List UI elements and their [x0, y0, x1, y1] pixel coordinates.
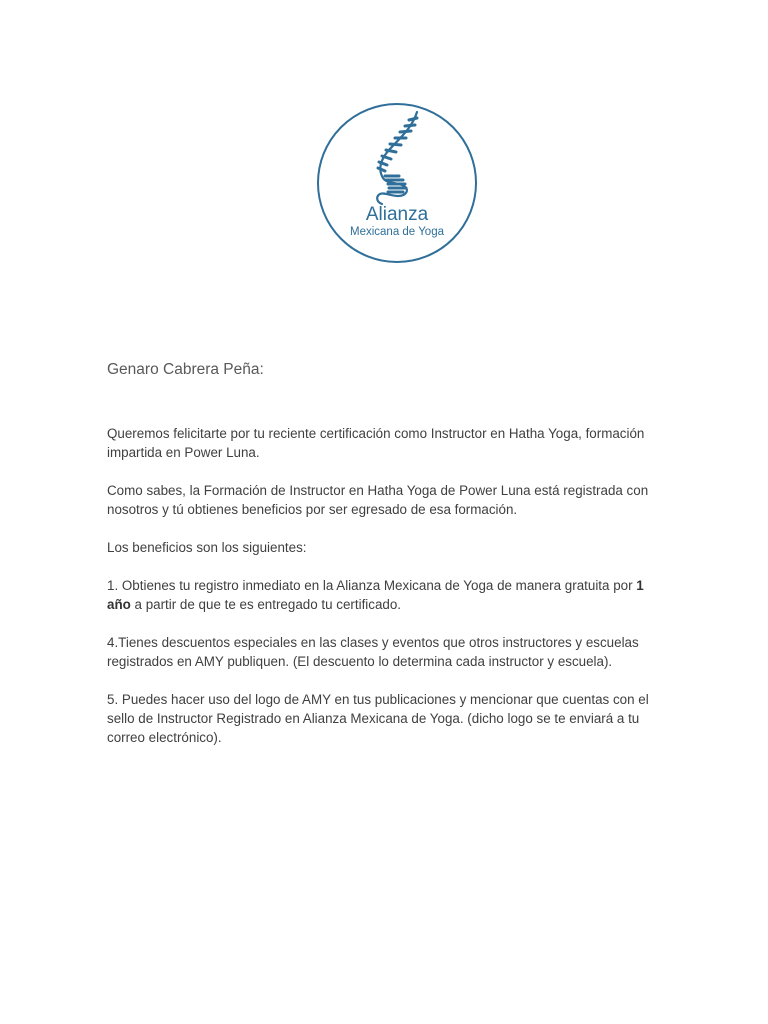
- benefit-1-text: 1. Obtienes tu registro inmediato en la Alianza Mexicana de Yoga de manera gratuita por: [107, 578, 637, 593]
- benefit-5: 5. Puedes hacer uso del logo de AMY en tus publicaciones y mencionar que cuentas con el sello de Instructor Registrado en Alianza Mexicana de Yoga. (dicho logo se te enviará a tu correo electrónico).: [107, 692, 649, 745]
- benefits-intro: Los beneficios son los siguientes:: [107, 540, 307, 555]
- logo-brand-tagline: Mexicana de Yoga: [350, 226, 444, 238]
- logo-brand-name: Alianza: [365, 204, 429, 225]
- greeting: Genaro Cabrera Peña:: [107, 361, 264, 378]
- benefit-1: [107, 576, 667, 614]
- benefit-1-rest: a partir de que te es entregado tu certificado.: [130, 597, 402, 612]
- registration-paragraph: Como sabes, la Formación de Instructor en Hatha Yoga de Power Luna está registrada con nosotros y tú obtienes beneficios por ser egresado de esa formación.: [107, 483, 649, 517]
- congratulations-paragraph: Queremos felicitarte por tu reciente certificación como Instructor en Hatha Yoga, formación impartida en Power Luna.: [107, 426, 645, 460]
- benefit-4: 4.Tienes descuentos especiales en las clases y eventos que otros instructores y escuelas registrados en AMY publiquen. (El descuento lo determina cada instructor y escuela).: [107, 635, 639, 669]
- alianza-mexicana-de-yoga-logo: [314, 98, 480, 268]
- yoga-spine-icon: [314, 98, 480, 268]
- benefit-1-bold: 1 año: [107, 578, 644, 612]
